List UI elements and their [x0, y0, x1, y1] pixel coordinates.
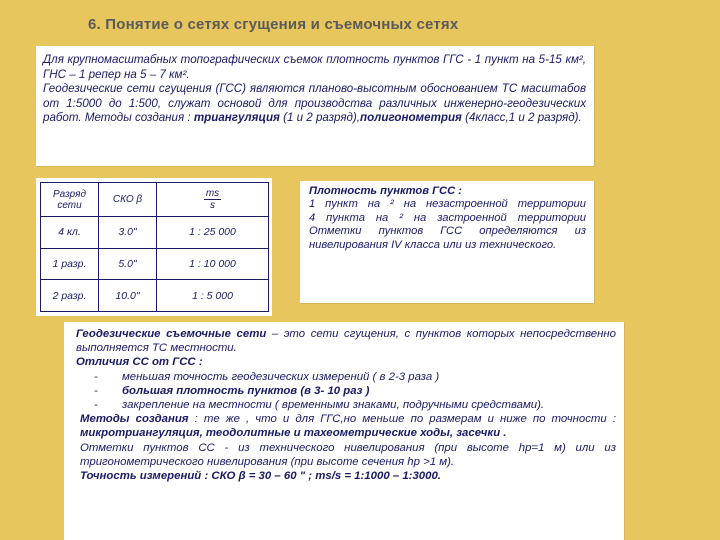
- differences-heading: Отличия СС от ГСС :: [76, 356, 203, 369]
- density-heights: Отметки пунктов ГСС определяются из нивелирования IV класса или из технического.: [309, 225, 586, 251]
- accuracy-table-box: [36, 178, 272, 316]
- slide-title: 6. Понятие о сетях сгущения и съемочных сетях: [88, 16, 459, 33]
- accuracy-text: [76, 469, 616, 483]
- list-item-text: закрепление на местности ( временными знаками, подручными средствами).: [122, 399, 545, 412]
- header-rank: Разряд сети: [41, 183, 99, 217]
- survey-term: Геодезические съемочные сети: [76, 328, 267, 340]
- cell-ratio: 1 : 5 000: [157, 280, 269, 312]
- polygonometry-label: полигонометрия: [360, 111, 462, 125]
- header-ms-s: [157, 183, 269, 217]
- cell-sko: 10.0": [99, 280, 157, 312]
- methods-list: микротриангуляция, теодолитные и тахеометрические ходы, засечки .: [80, 427, 507, 440]
- cell-ratio: 1 : 10 000: [157, 248, 269, 280]
- list-item-text: большая плотность пунктов (в 3- 10 раз ): [122, 384, 370, 397]
- bullet: -: [94, 370, 98, 383]
- list-item: [76, 384, 616, 398]
- cell-sko: 3.0": [99, 217, 157, 249]
- density-box: [300, 181, 594, 303]
- density-built: 4 пункта на ² на застроенной территории: [309, 211, 586, 224]
- table-header-row: [41, 183, 269, 217]
- cell-rank: 2 разр.: [41, 280, 99, 312]
- cell-rank: 4 кл.: [41, 217, 99, 249]
- accuracy-label: Точность измерений: [80, 470, 202, 483]
- accuracy-table: [40, 182, 269, 312]
- intro-gss-text: [43, 82, 586, 126]
- polygonometry-ranks: (4класс,1 и 2 разряд).: [465, 111, 582, 125]
- cell-ratio: 1 : 25 000: [157, 217, 269, 249]
- survey-networks-box: [64, 322, 624, 540]
- accuracy-values: : СКО β = 30 – 60 " ; ms/s = 1:1000 – 1:3000.: [204, 470, 441, 483]
- triangulation-ranks: (1 и 2 разряд),: [283, 111, 361, 125]
- list-item: [76, 370, 616, 384]
- cell-sko: 5.0": [99, 248, 157, 280]
- list-item-text: меньшая точность геодезических измерений ( в 2-3 раза ): [122, 370, 440, 383]
- density-unbuilt: 1 пункт на ² на незастроенной территории: [309, 198, 586, 211]
- list-item: [76, 398, 616, 412]
- gss-definition: Геодезические сети сгущения (ГСС) являются планово-высотным обоснованием ТС масштабов от 1:5000 до 1:500, служат основой для производства различных инженерно-геодезических работ. Методы создания :: [43, 82, 586, 125]
- header-sko: СКО β: [99, 183, 157, 217]
- heights-text: Отметки пунктов СС - из технического нивелирования (при высоте hр=1 м) или из тригонометрического нивелирования (при высоте сечения hр >1 м).: [80, 441, 616, 468]
- triangulation-label: триангуляция: [193, 111, 280, 125]
- header-ms: ms: [205, 188, 220, 199]
- intro-box: [36, 46, 594, 166]
- cell-rank: 1 разр.: [41, 248, 99, 280]
- methods-text: [76, 412, 616, 440]
- intro-density-text: Для крупномасштабных топографических съемок плотность пунктов ГГС - 1 пункт на 5-15 км², ГНС – 1 репер на 5 – 7 км².: [43, 53, 586, 81]
- bullet: -: [94, 399, 98, 412]
- bullet: -: [94, 384, 98, 397]
- table-row: [41, 217, 269, 249]
- table-row: [41, 280, 269, 312]
- header-s: s: [210, 200, 215, 211]
- survey-term-def: – это сети сгущения, с пунктов которых непосредственно выполняется ТС местности.: [76, 328, 616, 355]
- methods-desc: : те же , что и для ГГС,но меньше по размерам и ниже по точности :: [194, 413, 616, 426]
- methods-label: Методы создания: [80, 413, 189, 426]
- survey-definition: [76, 327, 616, 355]
- density-heading: Плотность пунктов ГСС :: [309, 185, 462, 197]
- table-row: [41, 248, 269, 280]
